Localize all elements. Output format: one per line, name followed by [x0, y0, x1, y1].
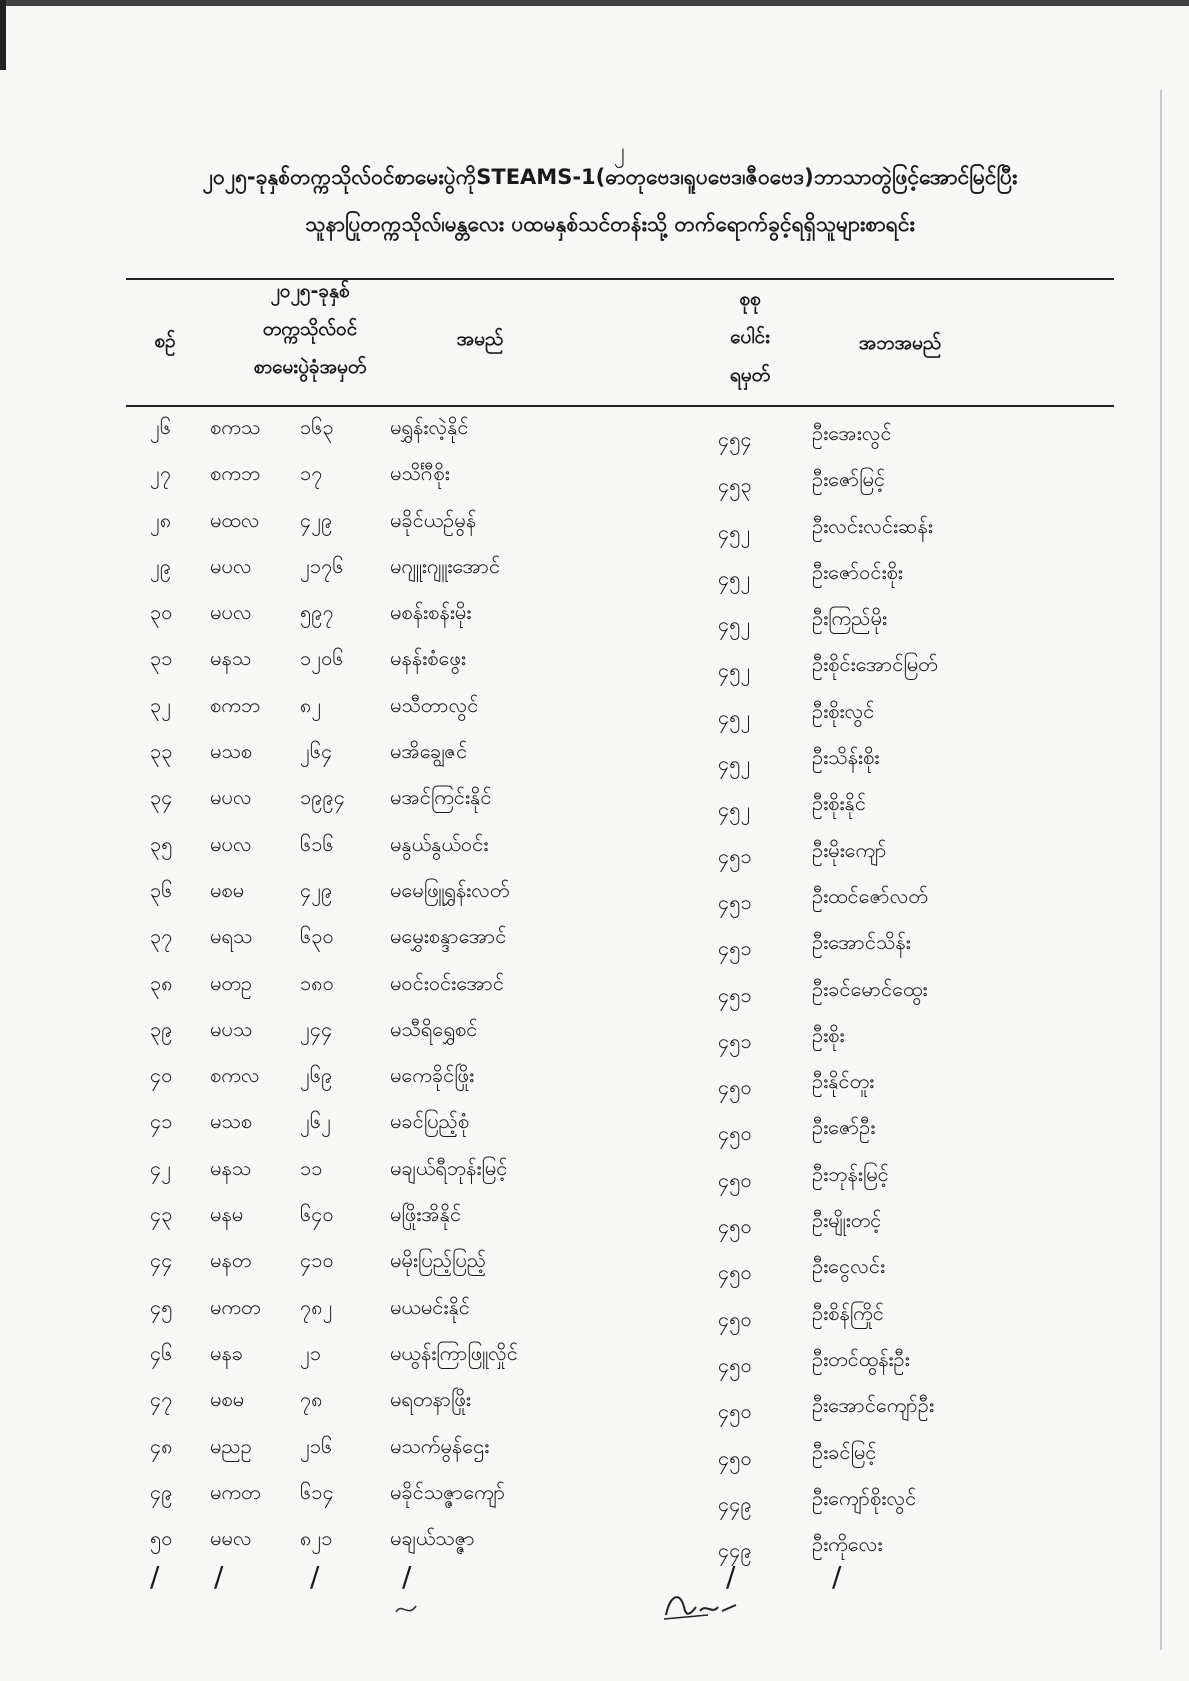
cell-num: ၆၁၆	[300, 831, 334, 856]
cell-name: မယမင်းနိုင်	[390, 1294, 470, 1319]
document-title-line1: ၂၀၂၅-ခုနှစ်တက္ကသိုလ်ဝင်စာမေးပွဲကိုSTEAMS-1(ဓာတုဗေဒ၊ရူပဗေဒ၊ဇီဝဗေဒ)ဘာသာတွဲဖြင့်အောင်မြင်ပြီး	[202, 165, 1018, 189]
cell-name: မရွှန်းလဲ့နိုင်	[390, 415, 469, 439]
table-row	[0, 686, 1189, 732]
header-father: အဘအမည်	[858, 332, 942, 354]
table-header-rule	[126, 405, 1114, 407]
cell-no: ၃၀	[150, 600, 173, 625]
cell-num: ၂၄၄	[300, 1016, 333, 1041]
cell-code: မပလ	[210, 785, 252, 810]
header-marks-line1: စုစု	[739, 288, 761, 310]
document-title-line2: သူနာပြုတက္ကသိုလ်၊မန္တလေး ပထမနှစ်သင်တန်းသို့ တက်ရောက်ခွင့်ရရှိသူများစာရင်း	[305, 212, 915, 236]
cell-no: ၄၈	[150, 1433, 173, 1458]
cell-marks: ၄၅၀	[718, 1075, 752, 1100]
cell-father: ဦးအောင်ကျော်ဦး	[812, 1393, 934, 1418]
cell-code: မသစ	[210, 739, 253, 764]
cell-marks: ၄၄၉	[718, 1538, 752, 1563]
cell-num: ၂၆၂	[300, 1109, 331, 1134]
cell-code: မပသ	[210, 1016, 253, 1041]
cell-code: မညဥ	[210, 1433, 252, 1458]
cell-name: မမွှေးစန္ဒာအောင်	[390, 924, 507, 949]
cell-name: မစန်းစန်းမိုး	[390, 600, 472, 625]
table-row	[0, 1056, 1189, 1102]
cell-name: မနန်းစံဖွေး	[390, 646, 466, 671]
cell-name: မနွယ်နွယ်ဝင်း	[390, 831, 489, 856]
cell-code: မသစ	[210, 1109, 253, 1134]
cell-father: ဦးကိုလေး	[812, 1532, 883, 1557]
cell-marks: ၄၅၂	[718, 519, 751, 544]
cell-no: ၄၀	[150, 1063, 173, 1088]
table-row	[0, 964, 1189, 1010]
cell-father: ဦးကြည်မိုး	[812, 606, 887, 631]
cell-num: ၁၇	[300, 461, 323, 486]
table-row	[0, 1427, 1189, 1473]
cell-father: ဦးတင်ထွန်းဦး	[812, 1346, 910, 1371]
table-row	[0, 1241, 1189, 1287]
cell-no: ၃၅	[150, 831, 173, 856]
table-row	[0, 1195, 1189, 1241]
cell-marks: ၄၅၀	[718, 1306, 752, 1331]
cell-father: ဦးမျိုးတင့်	[812, 1208, 882, 1233]
cell-num: ၆၃၀	[300, 924, 334, 949]
cell-marks: ၄၅၃	[718, 473, 752, 498]
cell-num: ၄၁၀	[300, 1248, 334, 1273]
cell-marks: ၄၅၂	[718, 797, 751, 822]
cell-father: ဦးငွေလင်း	[812, 1254, 886, 1279]
cell-no: ၂၈	[150, 507, 172, 532]
table-row	[0, 1519, 1189, 1565]
table-row	[0, 871, 1189, 917]
cell-father: ဦးခင်မောင်ထွေး	[812, 976, 928, 1001]
cell-marks: ၄၅၂	[718, 612, 751, 637]
cell-code: မနတ	[210, 1248, 252, 1273]
cell-father: ဦးအေးလွင်	[812, 421, 892, 445]
table-row	[0, 917, 1189, 963]
cell-code: မနသ	[210, 646, 252, 671]
cell-marks: ၄၅၁	[718, 1028, 752, 1053]
cell-name: မသက်မွန်ဌေး	[390, 1433, 490, 1458]
table-row	[0, 1288, 1189, 1334]
cell-marks: ၄၅၁	[718, 889, 752, 914]
cell-num: ၁၆၃	[300, 415, 334, 439]
cell-code: မပလ	[210, 600, 252, 625]
tick-mark: /	[150, 1560, 160, 1593]
cell-code: စကဘ	[210, 692, 261, 717]
cell-name: မသီတာလွင်	[390, 692, 479, 717]
cell-num: ၂၁	[300, 1340, 322, 1365]
cell-no: ၃၈	[150, 970, 173, 995]
cell-num: ၁၈၀	[300, 970, 334, 995]
cell-father: ဦးဘုန်းမြင့်	[812, 1161, 889, 1186]
table-row	[0, 408, 1189, 454]
cell-code: စကလ	[210, 1063, 260, 1088]
page-number: ၂	[614, 139, 625, 164]
cell-no: ၃၃	[150, 739, 173, 764]
cell-marks: ၄၅၀	[718, 1121, 752, 1146]
cell-father: ဦးစိုးနိုင်	[812, 791, 866, 816]
table-row	[0, 501, 1189, 547]
cell-num: ၄၂၉	[300, 507, 333, 532]
cell-code: စကဘ	[210, 461, 261, 486]
cell-father: ဦးလင်းလင်းဆန်း	[812, 513, 933, 538]
cell-father: ဦးစိုး	[812, 1022, 845, 1047]
cell-name: မကေခိုင်ဖြိုး	[390, 1063, 475, 1088]
cell-num: ၁၁	[300, 1155, 323, 1180]
cell-no: ၂၉	[150, 553, 172, 578]
cell-no: ၄၄	[150, 1248, 173, 1273]
cell-no: ၃၆	[150, 877, 173, 902]
table-row	[0, 639, 1189, 685]
cell-code: မတဥ	[210, 970, 252, 995]
cell-father: ဦးစိန်ကြိုင်	[812, 1300, 884, 1325]
cell-marks: ၄၅၂	[718, 565, 751, 590]
cell-marks: ၄၅၀	[718, 1399, 752, 1424]
cell-father: ဦးအောင်သိန်း	[812, 930, 911, 955]
header-marks-line3: ရမှတ်	[729, 364, 771, 386]
cell-father: ဦးနိုင်တူး	[812, 1069, 875, 1094]
cell-marks: ၄၅၀	[718, 1214, 752, 1239]
cell-name: မမေဖြူရွှန်းလတ်	[390, 877, 510, 902]
cell-code: မပလ	[210, 831, 252, 856]
cell-marks: ၄၅၄	[718, 427, 752, 451]
cell-marks: ၄၅၁	[718, 982, 752, 1007]
table-row	[0, 454, 1189, 500]
cell-num: ၂၆၄	[300, 739, 333, 764]
cell-code: မနခ	[210, 1340, 244, 1365]
cell-no: ၅၀	[150, 1526, 173, 1551]
cell-name: မအိချွေဇင်	[390, 739, 468, 764]
cell-num: ၈၂၁	[300, 1526, 333, 1551]
cell-code: မနမ	[210, 1202, 244, 1227]
cell-no: ၄၇	[150, 1387, 173, 1412]
cell-father: ဦးခင်မြင့်	[812, 1439, 877, 1464]
cell-father: ဦးဇော်ဦး	[812, 1115, 876, 1140]
cell-no: ၂၆	[150, 415, 172, 439]
cell-marks: ၄၅၀	[718, 1260, 752, 1285]
cell-code: မစမ	[210, 1387, 245, 1412]
table-row	[0, 1380, 1189, 1426]
tick-mark: /	[214, 1560, 224, 1593]
tick-mark: /	[402, 1560, 412, 1593]
cell-num: ၁၉၉၄	[300, 785, 345, 810]
table-body	[0, 408, 1189, 1565]
cell-name: မဂျူးဂျူးအောင်	[390, 553, 501, 578]
cell-marks: ၄၅၁	[718, 936, 752, 961]
cell-father: ဦးသိန်းစိုး	[812, 745, 880, 770]
cell-no: ၄၉	[150, 1479, 173, 1504]
cell-num: ၁၂၀၆	[300, 646, 344, 671]
table-row	[0, 547, 1189, 593]
table-row	[0, 1473, 1189, 1519]
cell-num: ၂၆၉	[300, 1063, 333, 1088]
cell-no: ၄၁	[150, 1109, 173, 1134]
cell-marks: ၄၅၀	[718, 1167, 752, 1192]
cell-name: မအင်ကြင်းနိုင်	[390, 785, 492, 810]
cell-father: ဦးထင်ဇော်လတ်	[812, 883, 928, 908]
cell-marks: ၄၅၂	[718, 751, 751, 776]
cell-name: မရတနာဖြိုး	[390, 1387, 471, 1412]
cell-name: မခိုင်သဇ္ဇာကျော်	[390, 1479, 506, 1504]
cell-code: မကတ	[210, 1294, 261, 1319]
cell-num: ၅၉၇	[300, 600, 334, 625]
cell-father: ဦးစိုးလွင်	[812, 698, 875, 723]
scan-top-edge	[0, 0, 1189, 6]
table-row	[0, 825, 1189, 871]
cell-num: ၂၁၇၆	[300, 553, 344, 578]
table-row	[0, 1149, 1189, 1195]
cell-father: ဦးမိုးကျော်	[812, 837, 887, 862]
cell-marks: ၄၅၀	[718, 1445, 752, 1470]
cell-code: မထလ	[210, 507, 260, 532]
cell-no: ၄၅	[150, 1294, 173, 1319]
cell-code: မနသ	[210, 1155, 252, 1180]
header-exam-line1: ၂၀၂၅-ခုနှစ်	[270, 280, 350, 302]
cell-father: ဦးစိုင်းအောင်မြတ်	[812, 652, 938, 677]
cell-name: မယွန်းကြာဖြူလှိုင်	[390, 1340, 518, 1365]
cell-name: မခိုင်ယဉ်မွန်	[390, 507, 477, 532]
cell-name: မခင်ပြည့်စုံ	[390, 1109, 470, 1134]
cell-father: ဦးဇော်မြင့်	[812, 467, 886, 492]
cell-code: မကတ	[210, 1479, 261, 1504]
cell-code: မရသ	[210, 924, 253, 949]
cell-marks: ၄၅၁	[718, 843, 752, 868]
tick-mark: /	[310, 1560, 320, 1593]
cell-no: ၄၃	[150, 1202, 173, 1227]
cell-name: မမိုးပြည့်ပြည့်	[390, 1248, 487, 1273]
table-row	[0, 1102, 1189, 1148]
cell-marks: ၄၅၂	[718, 704, 751, 729]
cell-no: ၄၂	[150, 1155, 172, 1180]
table-row	[0, 732, 1189, 778]
cell-num: ၂၁၆	[300, 1433, 333, 1458]
cell-no: ၃၉	[150, 1016, 173, 1041]
table-row	[0, 593, 1189, 639]
cell-name: မသီရိရွှေစင်	[390, 1016, 478, 1041]
cell-code: မပလ	[210, 553, 252, 578]
scan-left-edge	[0, 0, 6, 70]
cell-num: ၇၈	[300, 1387, 323, 1412]
header-no: စဉ်	[154, 330, 176, 352]
cell-marks: ၄၅၂	[718, 658, 751, 683]
cell-code: စကသ	[210, 415, 261, 439]
cell-no: ၃၁	[150, 646, 173, 671]
header-exam-line2: တက္ကသိုလ်ဝင်	[262, 318, 358, 340]
header-exam-line3: စာမေးပွဲခုံအမှတ်	[253, 356, 367, 378]
cell-father: ဦးကျော်စိုးလွင်	[812, 1485, 917, 1510]
cell-name: မချယ်သဇ္ဇာ	[390, 1526, 475, 1551]
cell-name: မဝင်းဝင်းအောင်	[390, 970, 504, 995]
cell-num: ၆၁၄	[300, 1479, 334, 1504]
cell-num: ၇၈၂	[300, 1294, 333, 1319]
cell-marks: ၄၄၉	[718, 1491, 752, 1516]
cell-no: ၄၆	[150, 1340, 173, 1365]
cell-name: မချယ်ရီဘုန်းမြင့်	[390, 1155, 508, 1180]
cell-no: ၂၇	[150, 461, 172, 486]
cell-no: ၃၄	[150, 785, 173, 810]
tick-mark: /	[832, 1560, 842, 1593]
table-row	[0, 1334, 1189, 1380]
cell-name: မဖြိုးအိနိုင်	[390, 1202, 462, 1227]
cell-code: မစမ	[210, 877, 245, 902]
cell-num: ၆၄၀	[300, 1202, 334, 1227]
cell-no: ၃၂	[150, 692, 172, 717]
tick-mark: /	[726, 1560, 736, 1593]
cell-father: ဦးဇော်ဝင်းစိုး	[812, 559, 903, 584]
handwritten-initial	[392, 1596, 422, 1620]
cell-num: ၈၂	[300, 692, 322, 717]
header-marks-line2: ပေါင်း	[730, 326, 770, 348]
cell-name: မသိင်္ဂီစိုး	[390, 461, 450, 486]
cell-code: မမလ	[210, 1526, 252, 1551]
handwritten-signature	[660, 1585, 750, 1625]
cell-no: ၃၇	[150, 924, 173, 949]
footer-tick-marks	[0, 1560, 1189, 1620]
cell-num: ၄၂၉	[300, 877, 333, 902]
table-row	[0, 778, 1189, 824]
header-name: အမည်	[456, 328, 504, 350]
cell-marks: ၄၅၀	[718, 1352, 752, 1377]
table-row	[0, 1010, 1189, 1056]
